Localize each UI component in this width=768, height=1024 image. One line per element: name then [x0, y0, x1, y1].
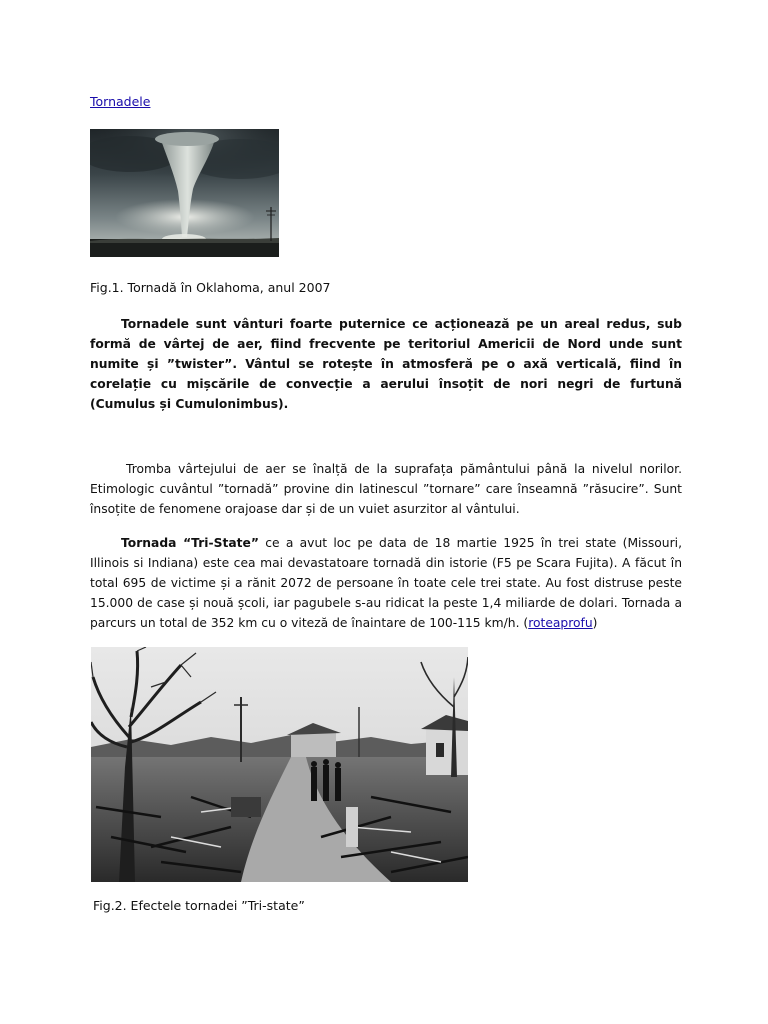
tornado-photo [90, 129, 279, 257]
aftermath-photo [91, 647, 468, 882]
figure2-caption: Fig.2. Efectele tornadei ”Tri-state” [93, 898, 305, 913]
figure1-caption: Fig.1. Tornadă în Oklahoma, anul 2007 [90, 280, 331, 295]
paragraph-tri-state [90, 533, 682, 633]
paragraph3-tail: ) [592, 616, 598, 630]
paragraph2-text: Tromba vârtejului de aer se înalță de la suprafața pământului până la nivelul norilor. Etimologic cuvântul ”tornadă” provine din latinescul ”tornare” care înseamnă ”răsucire”. Sunt însoțite de fenomene orajoase dar și de un vuiet asurzitor al vântului. [90, 462, 682, 516]
paragraph3-body: ce a avut loc pe data de 18 martie 1925 în trei state (Missouri, Illinois si Indiana) este cea mai devastatoare tornadă din istorie (F5 pe Scara Fujita). A făcut în total 695 de victime și a rănit 2072 de persoane în toate cele trei state. Au fost distruse peste 15.000 de case și nouă școli, iar pagubele s-au ridicat la peste 1,4 miliarde de dolari. Tornada a parcurs un total de 352 km cu o viteză de înaintare de 100-115 km/h. ( [90, 536, 682, 630]
paragraph-tornado-definition [90, 314, 682, 414]
paragraph1-text: Tornadele sunt vânturi foarte puternice ce acționează pe un areal redus, sub formă de vârtej de aer, fiind frecvente pe teritoriul Americii de Nord unde sunt numite și ”twister”. Vântul se rotește în atmosferă pe o axă verticală, fiind în corelație cu mișcările de convecție a aerului însoțit de nori negri de furtună (Cumulus și Cumulonimbus). [90, 317, 682, 411]
paragraph-etymology [90, 459, 682, 519]
source-link[interactable]: roteaprofu [528, 616, 593, 630]
tri-state-lead: Tornada “Tri-State” [121, 536, 259, 550]
tornado-photo-image [90, 129, 279, 257]
title-link[interactable]: Tornadele [90, 94, 151, 109]
aftermath-photo-image [91, 647, 468, 882]
